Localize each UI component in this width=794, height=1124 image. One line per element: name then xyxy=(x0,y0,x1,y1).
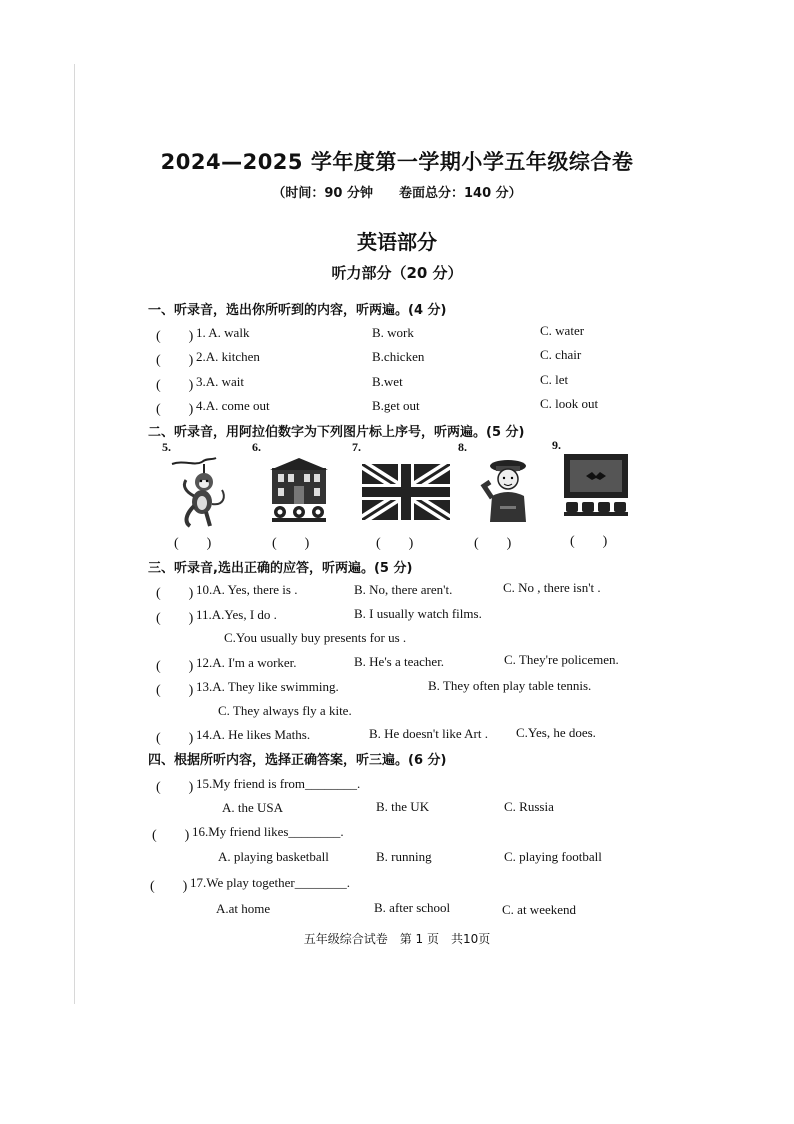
option-b: B.wet xyxy=(372,374,403,389)
picture-number: 6. xyxy=(252,440,261,454)
option-c: C. chair xyxy=(540,347,582,362)
picture-number: 9. xyxy=(552,438,561,452)
picture-number: 7. xyxy=(352,440,361,454)
picture-answer-bracket[interactable]: ( ) xyxy=(474,536,512,551)
option-a: 14.A. He likes Maths. xyxy=(196,727,311,742)
option-a: 12.A. I'm a worker. xyxy=(196,655,297,670)
option-a: A. playing basketball xyxy=(218,849,329,864)
option-b: B. They often play table tennis. xyxy=(428,678,592,693)
option-b: B. the UK xyxy=(376,799,430,814)
option-a: 3.A. wait xyxy=(196,374,245,389)
section1-heading: 一、听录音，选出你所听到的内容，听两遍。(4 分) xyxy=(148,303,447,318)
answer-bracket[interactable]: ( ) xyxy=(156,378,194,393)
section3-heading: 三、听录音,选出正确的应答，听两遍。(5 分) xyxy=(148,561,413,576)
option-c: C. They always fly a kite. xyxy=(218,703,352,718)
option-b: B.get out xyxy=(372,398,420,413)
option-b: B. He's a teacher. xyxy=(354,654,445,669)
exam-subtitle: （时间：90 分钟 卷面总分：140 分） xyxy=(272,186,522,201)
option-b: B. No, there aren't. xyxy=(354,582,453,597)
option-a: 10.A. Yes, there is . xyxy=(196,582,298,597)
exam-title: 2024—2025 学年度第一学期小学五年级综合卷 xyxy=(160,150,634,174)
question-stem: 15.My friend is from________. xyxy=(196,776,361,791)
option-c: C. They're policemen. xyxy=(504,652,619,667)
answer-bracket[interactable]: ( ) xyxy=(156,329,194,344)
option-c: C.Yes, he does. xyxy=(516,725,596,740)
option-c: C. Russia xyxy=(504,799,554,814)
option-b: B. He doesn't like Art . xyxy=(369,726,488,741)
option-a: 4.A. come out xyxy=(196,398,270,413)
option-c: C. let xyxy=(540,372,569,387)
option-c: C. water xyxy=(540,323,585,338)
option-a: A.at home xyxy=(216,901,271,916)
picture-number: 8. xyxy=(458,440,467,454)
page-edge xyxy=(74,64,75,1004)
option-a: 2.A. kitchen xyxy=(196,349,260,364)
picture-answer-bracket[interactable]: ( ) xyxy=(272,536,310,551)
cinema-picture xyxy=(562,452,630,520)
part-heading: 英语部分 xyxy=(357,230,437,254)
option-b: B.chicken xyxy=(372,349,425,364)
question-stem: 17.We play together________. xyxy=(190,875,350,890)
uk-flag-picture xyxy=(362,464,450,520)
answer-bracket[interactable]: ( ) xyxy=(156,780,194,795)
section4-heading: 四、根据所听内容，选择正确答案，听三遍。(6 分) xyxy=(148,753,447,768)
picture-answer-bracket[interactable]: ( ) xyxy=(376,536,414,551)
answer-bracket[interactable]: ( ) xyxy=(156,353,194,368)
option-a: 1. A. walk xyxy=(196,325,250,340)
building-picture xyxy=(266,456,332,524)
question-stem: 16.My friend likes________. xyxy=(192,824,344,839)
option-a: 13.A. They like swimming. xyxy=(196,679,339,694)
option-b: B. running xyxy=(376,849,432,864)
option-b: B. I usually watch films. xyxy=(354,606,482,621)
option-c: C. look out xyxy=(540,396,599,411)
answer-bracket[interactable]: ( ) xyxy=(156,683,194,698)
answer-bracket[interactable]: ( ) xyxy=(156,659,194,674)
answer-bracket[interactable]: ( ) xyxy=(156,586,194,601)
option-a: A. the USA xyxy=(222,800,284,815)
option-c: C. at weekend xyxy=(502,902,577,917)
answer-bracket[interactable]: ( ) xyxy=(156,402,194,417)
page-footer: 五年级综合试卷 第 1 页 共10页 xyxy=(303,932,491,946)
answer-bracket[interactable]: ( ) xyxy=(152,828,190,843)
answer-bracket[interactable]: ( ) xyxy=(156,731,194,746)
picture-answer-bracket[interactable]: ( ) xyxy=(570,534,608,549)
monkey-picture xyxy=(164,456,234,530)
answer-bracket[interactable]: ( ) xyxy=(156,611,194,626)
listening-heading: 听力部分（20 分） xyxy=(331,264,463,282)
picture-answer-bracket[interactable]: ( ) xyxy=(174,536,212,551)
option-c: C. No , there isn't . xyxy=(503,580,601,595)
option-c: C.You usually buy presents for us . xyxy=(224,630,407,645)
picture-number: 5. xyxy=(162,440,171,454)
option-b: B. after school xyxy=(374,900,451,915)
option-a: 11.A.Yes, I do . xyxy=(196,607,277,622)
option-c: C. playing football xyxy=(504,849,602,864)
police-officer-picture xyxy=(480,456,536,524)
answer-bracket[interactable]: ( ) xyxy=(150,879,188,894)
option-b: B. work xyxy=(372,325,414,340)
section2-heading: 二、听录音，用阿拉伯数字为下列图片标上序号，听两遍。(5 分) xyxy=(148,425,525,440)
